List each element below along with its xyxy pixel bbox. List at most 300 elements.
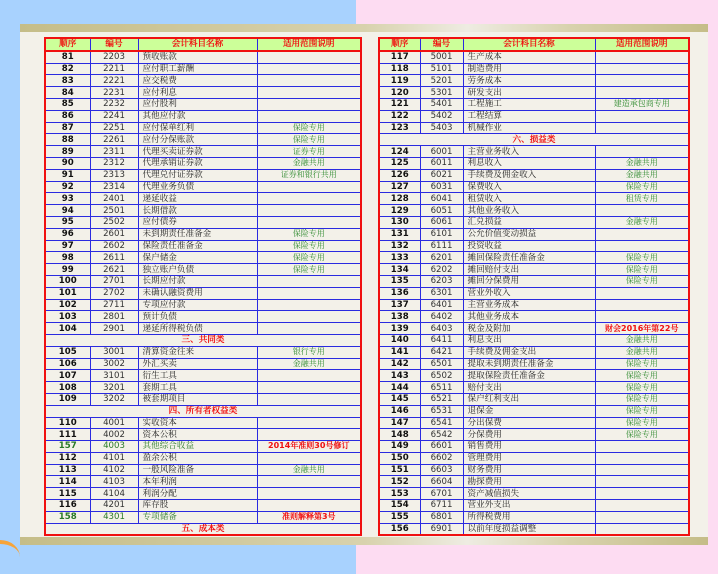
table-row <box>379 441 689 453</box>
cell-code: 3202 <box>90 393 138 405</box>
section-row <box>45 334 361 346</box>
cell-seq: 146 <box>379 405 420 417</box>
cell-seq: 140 <box>379 334 420 346</box>
cell-code: 5201 <box>420 75 463 87</box>
cell-seq: 101 <box>45 287 90 299</box>
cell-scope: 保险专用 <box>595 393 689 405</box>
header-seq: 顺序 <box>45 38 90 51</box>
header-code: 编号 <box>420 38 463 51</box>
cell-name: 机械作业 <box>463 122 595 134</box>
cell-scope <box>595 523 689 535</box>
cell-seq: 126 <box>379 169 420 181</box>
top-band <box>20 24 708 32</box>
table-row <box>45 205 361 217</box>
cell-scope: 金融共用 <box>257 157 361 169</box>
cell-seq: 114 <box>45 476 90 488</box>
table-row <box>45 393 361 405</box>
cell-name: 应付利息 <box>138 87 257 99</box>
cell-name: 工程施工 <box>463 98 595 110</box>
cell-scope: 银行专用 <box>257 346 361 358</box>
section-title: 五、成本类 <box>45 523 361 535</box>
cell-scope <box>595 205 689 217</box>
cell-scope <box>257 51 361 63</box>
table-row <box>45 358 361 370</box>
table-row <box>45 216 361 228</box>
table-row <box>45 228 361 240</box>
cell-code: 2231 <box>90 87 138 99</box>
cell-code: 3101 <box>90 370 138 382</box>
cell-code: 3002 <box>90 358 138 370</box>
cell-scope <box>595 311 689 323</box>
cell-name: 赔付支出 <box>463 382 595 394</box>
cell-code: 2232 <box>90 98 138 110</box>
cell-code: 4002 <box>90 429 138 441</box>
cell-name: 代理兑付证券款 <box>138 169 257 181</box>
cell-scope <box>595 51 689 63</box>
cell-seq: 158 <box>45 511 90 523</box>
cell-scope: 保险专用 <box>257 228 361 240</box>
cell-scope: 保险专用 <box>257 240 361 252</box>
cell-scope <box>257 417 361 429</box>
cell-name: 应交税费 <box>138 75 257 87</box>
cell-seq: 97 <box>45 240 90 252</box>
table-row <box>45 500 361 512</box>
cell-seq: 124 <box>379 146 420 158</box>
cell-name: 以前年度损益调整 <box>463 523 595 535</box>
cell-seq: 86 <box>45 110 90 122</box>
cell-seq: 115 <box>45 488 90 500</box>
cell-seq: 135 <box>379 275 420 287</box>
cell-code: 6051 <box>420 205 463 217</box>
cell-name: 递延所得税负债 <box>138 323 257 335</box>
cell-scope <box>595 75 689 87</box>
cell-name: 手续费及佣金收入 <box>463 169 595 181</box>
cell-code: 2203 <box>90 51 138 63</box>
cell-name: 外汇买卖 <box>138 358 257 370</box>
table-header <box>45 38 361 51</box>
cell-scope: 保险专用 <box>257 122 361 134</box>
section-row <box>379 134 689 146</box>
header-name: 会计科目名称 <box>138 38 257 51</box>
cell-seq: 92 <box>45 181 90 193</box>
cell-name: 长期借款 <box>138 205 257 217</box>
cell-name: 其他业务收入 <box>463 205 595 217</box>
cell-name: 财务费用 <box>463 464 595 476</box>
cell-scope <box>595 122 689 134</box>
cell-seq: 85 <box>45 98 90 110</box>
cell-name: 应付股利 <box>138 98 257 110</box>
cell-scope: 金融共用 <box>257 358 361 370</box>
cell-name: 应付分保账款 <box>138 134 257 146</box>
cell-seq: 122 <box>379 110 420 122</box>
cell-seq: 87 <box>45 122 90 134</box>
cell-seq: 130 <box>379 216 420 228</box>
cell-seq: 142 <box>379 358 420 370</box>
cell-code: 6511 <box>420 382 463 394</box>
cell-seq: 152 <box>379 476 420 488</box>
cell-scope: 保险专用 <box>595 417 689 429</box>
table-row <box>379 464 689 476</box>
cell-seq: 143 <box>379 370 420 382</box>
cell-code: 5001 <box>420 51 463 63</box>
cell-scope <box>257 429 361 441</box>
cell-name: 主营业务成本 <box>463 299 595 311</box>
cell-seq: 136 <box>379 287 420 299</box>
cell-scope: 保险专用 <box>257 264 361 276</box>
cell-code: 6203 <box>420 275 463 287</box>
cell-scope <box>257 452 361 464</box>
header-seq: 顺序 <box>379 38 420 51</box>
table-row <box>45 157 361 169</box>
cell-seq: 107 <box>45 370 90 382</box>
cell-seq: 91 <box>45 169 90 181</box>
cell-code: 6101 <box>420 228 463 240</box>
cell-seq: 82 <box>45 63 90 75</box>
table-row <box>379 205 689 217</box>
table-row <box>379 452 689 464</box>
table-row <box>379 275 689 287</box>
table-header <box>379 38 689 51</box>
cell-seq: 133 <box>379 252 420 264</box>
cell-scope <box>257 63 361 75</box>
accounts-table-left <box>44 37 362 536</box>
cell-code: 6711 <box>420 500 463 512</box>
table-row <box>379 334 689 346</box>
cell-name: 研发支出 <box>463 87 595 99</box>
table-row <box>379 429 689 441</box>
cell-seq: 109 <box>45 393 90 405</box>
table-row <box>379 358 689 370</box>
cell-code: 6061 <box>420 216 463 228</box>
cell-scope <box>257 393 361 405</box>
cell-name: 资产减值损失 <box>463 488 595 500</box>
cell-seq: 121 <box>379 98 420 110</box>
table-row <box>379 476 689 488</box>
cell-scope: 金融共用 <box>595 346 689 358</box>
cell-scope <box>257 476 361 488</box>
cell-seq: 99 <box>45 264 90 276</box>
cell-seq: 100 <box>45 275 90 287</box>
cell-name: 保费收入 <box>463 181 595 193</box>
cell-code: 3201 <box>90 382 138 394</box>
cell-seq: 81 <box>45 51 90 63</box>
cell-code: 6604 <box>420 476 463 488</box>
cell-code: 4301 <box>90 511 138 523</box>
cell-scope <box>595 500 689 512</box>
decorative-corner <box>0 540 20 574</box>
cell-seq: 132 <box>379 240 420 252</box>
cell-scope <box>257 87 361 99</box>
cell-scope: 保险专用 <box>595 264 689 276</box>
cell-scope <box>257 311 361 323</box>
cell-name: 保户红利支出 <box>463 393 595 405</box>
cell-scope: 金融共用 <box>595 169 689 181</box>
cell-name: 分保费用 <box>463 429 595 441</box>
cell-code: 4104 <box>90 488 138 500</box>
cell-scope <box>595 146 689 158</box>
cell-code: 2601 <box>90 228 138 240</box>
cell-seq: 103 <box>45 311 90 323</box>
cell-scope <box>257 193 361 205</box>
cell-seq: 84 <box>45 87 90 99</box>
cell-code: 2401 <box>90 193 138 205</box>
cell-seq: 139 <box>379 323 420 335</box>
cell-name: 主营业务收入 <box>463 146 595 158</box>
cell-code: 3001 <box>90 346 138 358</box>
table-row <box>379 240 689 252</box>
cell-code: 6401 <box>420 299 463 311</box>
table-row <box>45 252 361 264</box>
cell-code: 6402 <box>420 311 463 323</box>
cell-scope: 金融专用 <box>595 216 689 228</box>
table-row <box>379 181 689 193</box>
table-row <box>45 134 361 146</box>
table-row <box>379 193 689 205</box>
cell-seq: 123 <box>379 122 420 134</box>
cell-scope: 保险专用 <box>595 275 689 287</box>
cell-seq: 116 <box>45 500 90 512</box>
table-row <box>379 311 689 323</box>
table-row <box>379 264 689 276</box>
cell-seq: 137 <box>379 299 420 311</box>
cell-seq: 112 <box>45 452 90 464</box>
cell-name: 其他应付款 <box>138 110 257 122</box>
table-row <box>45 110 361 122</box>
table-row <box>45 287 361 299</box>
cell-code: 2221 <box>90 75 138 87</box>
cell-seq: 113 <box>45 464 90 476</box>
table-row <box>45 122 361 134</box>
cell-code: 6041 <box>420 193 463 205</box>
cell-name: 未到期责任准备金 <box>138 228 257 240</box>
cell-name: 预计负债 <box>138 311 257 323</box>
cell-seq: 134 <box>379 264 420 276</box>
cell-name: 营业外支出 <box>463 500 595 512</box>
cell-code: 2611 <box>90 252 138 264</box>
cell-scope <box>595 452 689 464</box>
table-row <box>379 287 689 299</box>
cell-seq: 83 <box>45 75 90 87</box>
cell-scope <box>595 511 689 523</box>
header-name: 会计科目名称 <box>463 38 595 51</box>
cell-scope: 租赁专用 <box>595 193 689 205</box>
table-row <box>45 488 361 500</box>
cell-name: 制造费用 <box>463 63 595 75</box>
cell-name: 退保金 <box>463 405 595 417</box>
cell-code: 2702 <box>90 287 138 299</box>
cell-scope <box>257 323 361 335</box>
cell-name: 所得税费用 <box>463 511 595 523</box>
cell-seq: 127 <box>379 181 420 193</box>
cell-code: 4102 <box>90 464 138 476</box>
table-row <box>45 275 361 287</box>
cell-name: 库存股 <box>138 500 257 512</box>
cell-code: 4103 <box>90 476 138 488</box>
cell-name: 汇兑损益 <box>463 216 595 228</box>
table-row <box>379 323 689 335</box>
cell-code: 2313 <box>90 169 138 181</box>
cell-name: 代理承销证券款 <box>138 157 257 169</box>
table-row <box>379 252 689 264</box>
cell-name: 公允价值变动损益 <box>463 228 595 240</box>
cell-name: 独立账户负债 <box>138 264 257 276</box>
cell-name: 投资收益 <box>463 240 595 252</box>
cell-code: 6111 <box>420 240 463 252</box>
cell-scope <box>257 216 361 228</box>
cell-code: 2602 <box>90 240 138 252</box>
cell-code: 5401 <box>420 98 463 110</box>
cell-name: 衍生工具 <box>138 370 257 382</box>
cell-seq: 154 <box>379 500 420 512</box>
cell-name: 分出保费 <box>463 417 595 429</box>
table-row <box>379 523 689 535</box>
cell-name: 工程结算 <box>463 110 595 122</box>
cell-scope: 金融共用 <box>595 157 689 169</box>
table-row <box>379 146 689 158</box>
table-row <box>379 157 689 169</box>
cell-code: 4003 <box>90 441 138 453</box>
cell-code: 6202 <box>420 264 463 276</box>
cell-name: 套期工具 <box>138 382 257 394</box>
cell-code: 6542 <box>420 429 463 441</box>
cell-code: 6011 <box>420 157 463 169</box>
cell-code: 6411 <box>420 334 463 346</box>
table-row <box>45 382 361 394</box>
table-row <box>45 240 361 252</box>
cell-seq: 144 <box>379 382 420 394</box>
cell-seq: 153 <box>379 488 420 500</box>
cell-scope: 保险专用 <box>595 370 689 382</box>
cell-scope: 保险专用 <box>595 252 689 264</box>
table-row <box>379 110 689 122</box>
cell-code: 2211 <box>90 63 138 75</box>
cell-code: 6901 <box>420 523 463 535</box>
cell-code: 6521 <box>420 393 463 405</box>
cell-name: 递延收益 <box>138 193 257 205</box>
cell-name: 租赁收入 <box>463 193 595 205</box>
cell-name: 本年利润 <box>138 476 257 488</box>
cell-name: 保户储金 <box>138 252 257 264</box>
cell-scope <box>257 75 361 87</box>
cell-name: 利息收入 <box>463 157 595 169</box>
table-row <box>45 146 361 158</box>
bottom-band <box>20 537 708 545</box>
cell-name: 手续费及佣金支出 <box>463 346 595 358</box>
section-title: 四、所有者权益类 <box>45 405 361 417</box>
cell-seq: 131 <box>379 228 420 240</box>
cell-seq: 102 <box>45 299 90 311</box>
cell-code: 6031 <box>420 181 463 193</box>
cell-code: 2261 <box>90 134 138 146</box>
cell-code: 4101 <box>90 452 138 464</box>
cell-scope <box>257 370 361 382</box>
table-row <box>379 393 689 405</box>
cell-scope: 保险专用 <box>257 134 361 146</box>
cell-name: 摊回保险责任准备金 <box>463 252 595 264</box>
cell-name: 税金及附加 <box>463 323 595 335</box>
cell-seq: 119 <box>379 75 420 87</box>
cell-code: 6701 <box>420 488 463 500</box>
cell-scope: 金融共用 <box>595 334 689 346</box>
cell-code: 5101 <box>420 63 463 75</box>
cell-scope <box>257 287 361 299</box>
cell-scope: 保险专用 <box>595 405 689 417</box>
cell-name: 提取未到期责任准备金 <box>463 358 595 370</box>
cell-seq: 95 <box>45 216 90 228</box>
cell-name: 提取保险责任准备金 <box>463 370 595 382</box>
table-row <box>45 476 361 488</box>
cell-name: 代理买卖证券款 <box>138 146 257 158</box>
cell-seq: 90 <box>45 157 90 169</box>
section-title: 三、共同类 <box>45 334 361 346</box>
cell-seq: 110 <box>45 417 90 429</box>
cell-code: 6502 <box>420 370 463 382</box>
cell-seq: 93 <box>45 193 90 205</box>
cell-seq: 157 <box>45 441 90 453</box>
cell-scope: 财会2016年第22号 <box>595 323 689 335</box>
cell-scope: 准则解释第3号 <box>257 511 361 523</box>
cell-name: 利息支出 <box>463 334 595 346</box>
table-row <box>379 75 689 87</box>
table-row <box>45 98 361 110</box>
cell-code: 5301 <box>420 87 463 99</box>
table-row <box>379 299 689 311</box>
cell-seq: 106 <box>45 358 90 370</box>
cell-scope <box>595 63 689 75</box>
table-row <box>45 417 361 429</box>
cell-code: 2801 <box>90 311 138 323</box>
cell-scope <box>595 287 689 299</box>
cell-code: 2901 <box>90 323 138 335</box>
cell-code: 6602 <box>420 452 463 464</box>
table-row <box>379 382 689 394</box>
cell-name: 预收账款 <box>138 51 257 63</box>
cell-name: 管理费用 <box>463 452 595 464</box>
cell-scope <box>595 441 689 453</box>
table-row <box>45 51 361 63</box>
cell-name: 被套期项目 <box>138 393 257 405</box>
cell-scope: 保险专用 <box>595 358 689 370</box>
table-row <box>45 63 361 75</box>
table-row <box>45 87 361 99</box>
cell-name: 摊回分保费用 <box>463 275 595 287</box>
header-scope: 适用范围说明 <box>257 38 361 51</box>
cell-name: 保险责任准备金 <box>138 240 257 252</box>
cell-code: 2711 <box>90 299 138 311</box>
table-row <box>45 511 361 523</box>
table-row <box>45 452 361 464</box>
cell-seq: 156 <box>379 523 420 535</box>
cell-name: 盈余公积 <box>138 452 257 464</box>
cell-code: 6601 <box>420 441 463 453</box>
cell-code: 6403 <box>420 323 463 335</box>
cell-code: 2701 <box>90 275 138 287</box>
cell-code: 5402 <box>420 110 463 122</box>
cell-scope <box>257 205 361 217</box>
cell-code: 2312 <box>90 157 138 169</box>
cell-scope <box>595 464 689 476</box>
accounts-table-right <box>378 37 690 536</box>
cell-name: 利润分配 <box>138 488 257 500</box>
cell-seq: 105 <box>45 346 90 358</box>
cell-name: 勘探费用 <box>463 476 595 488</box>
cell-scope <box>595 488 689 500</box>
cell-scope: 证券专用 <box>257 146 361 158</box>
cell-name: 未确认融资费用 <box>138 287 257 299</box>
table-row <box>45 75 361 87</box>
cell-scope <box>257 98 361 110</box>
cell-code: 6541 <box>420 417 463 429</box>
